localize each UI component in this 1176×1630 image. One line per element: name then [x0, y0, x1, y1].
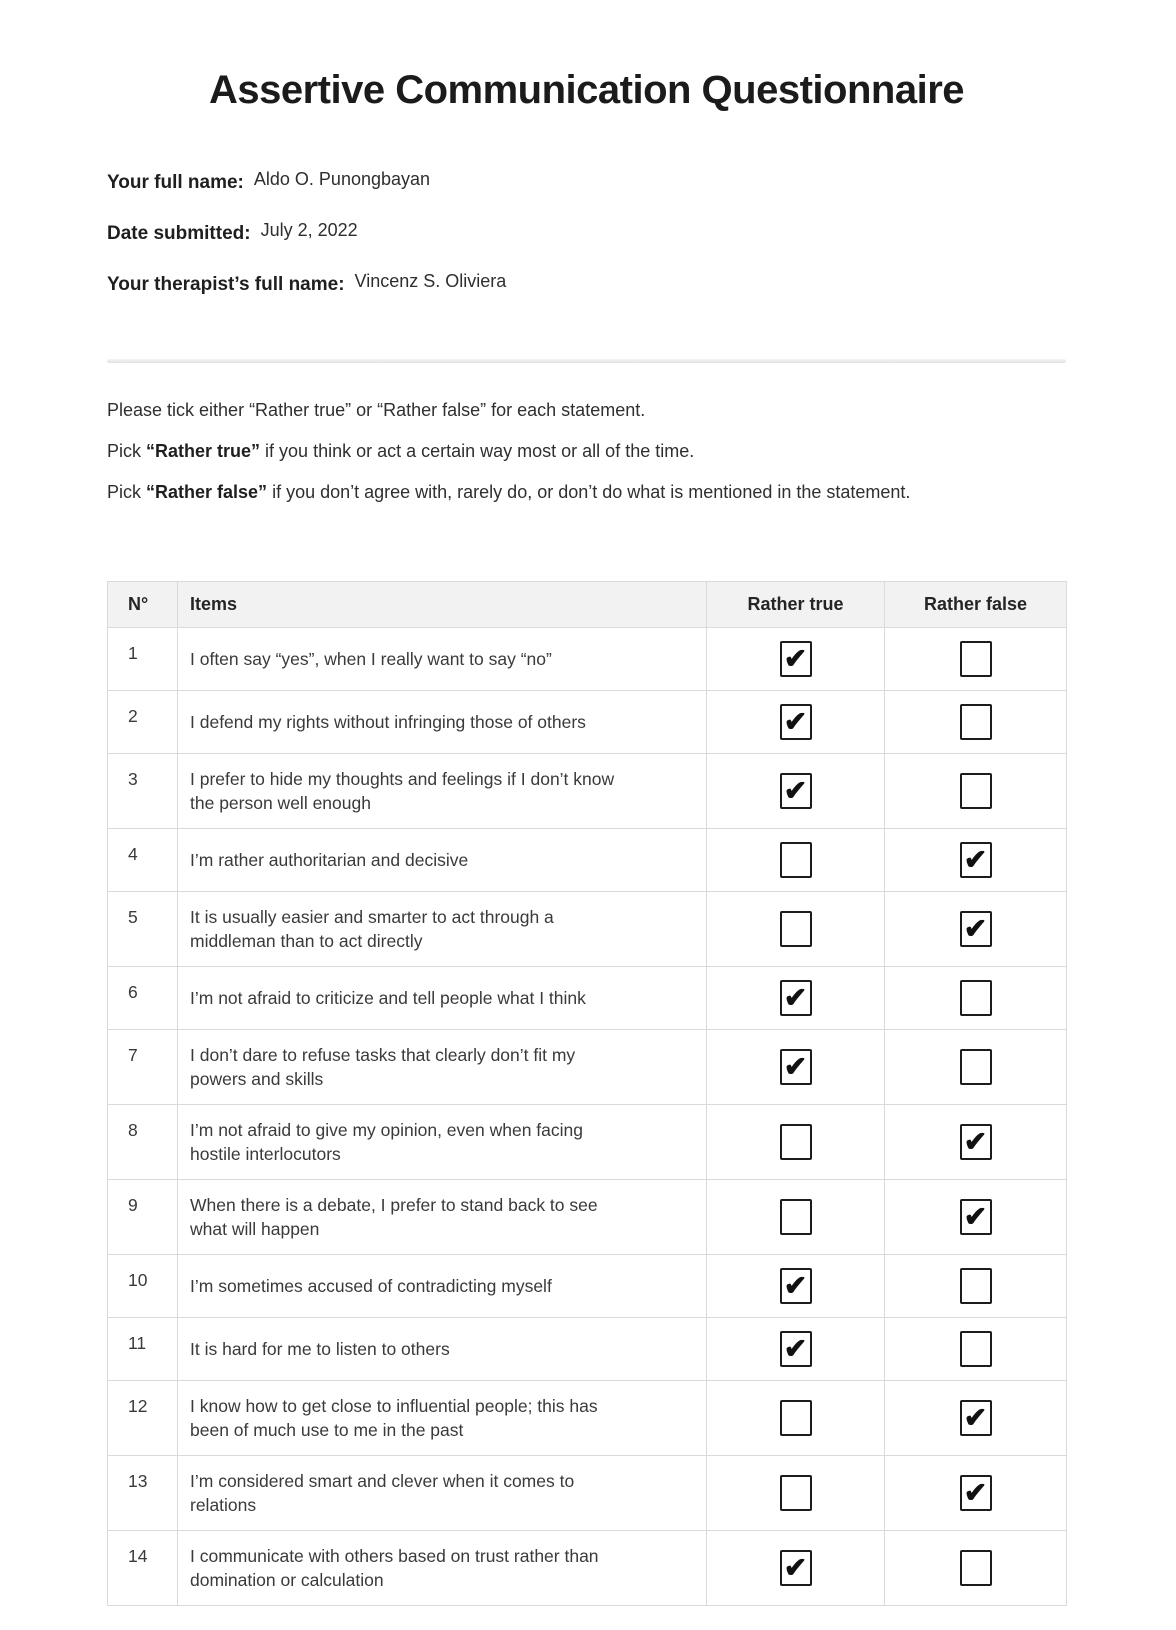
instructions-section — [107, 397, 1066, 505]
rather-true-checkbox[interactable]: ✔ — [780, 641, 812, 677]
rather-true-checkbox[interactable]: ✔ — [780, 773, 812, 809]
row-item-text: I prefer to hide my thoughts and feelings if I don’t know the person well enough — [190, 769, 615, 813]
row-item-text: I communicate with others based on trust rather than domination or calculation — [190, 1546, 599, 1590]
rather-false-checkbox[interactable]: ✔ — [960, 1124, 992, 1160]
rather-true-checkbox[interactable] — [780, 1400, 812, 1436]
table-row — [108, 1456, 1067, 1531]
row-item-cell — [178, 1531, 707, 1606]
questionnaire-table — [107, 581, 1067, 1606]
rather-false-checkbox[interactable] — [960, 980, 992, 1016]
rather-false-cell — [885, 754, 1067, 829]
row-item-cell — [178, 754, 707, 829]
row-number: 14 — [108, 1531, 178, 1606]
questionnaire-page — [0, 68, 1176, 1630]
rather-false-checkbox[interactable] — [960, 1550, 992, 1586]
header-items: Items — [178, 582, 707, 628]
instruction-line-2: Pick “Rather true” if you think or act a certain way most or all of the time. — [107, 441, 695, 461]
table-row — [108, 967, 1067, 1030]
row-number: 13 — [108, 1456, 178, 1531]
row-item-text: When there is a debate, I prefer to stand back to see what will happen — [190, 1195, 598, 1239]
date-submitted-label: Date submitted: — [107, 223, 251, 244]
header-rather-false: Rather false — [885, 582, 1067, 628]
page-title: Assertive Communication Questionnaire — [208, 68, 964, 112]
rather-true-checkbox[interactable]: ✔ — [780, 1331, 812, 1367]
rather-true-checkbox[interactable] — [780, 1124, 812, 1160]
row-item-text: I often say “yes”, when I really want to say “no” — [190, 649, 552, 669]
rather-true-checkbox[interactable] — [780, 842, 812, 878]
rather-false-cell — [885, 1105, 1067, 1180]
row-item-text: I’m rather authoritarian and decisive — [190, 850, 469, 870]
rather-true-checkbox[interactable]: ✔ — [780, 1550, 812, 1586]
rather-false-cell — [885, 1456, 1067, 1531]
rather-false-cell — [885, 829, 1067, 892]
rather-true-cell — [707, 628, 885, 691]
row-item-text: It is usually easier and smarter to act through a middleman than to act directly — [190, 907, 554, 951]
row-item-text: I’m considered smart and clever when it comes to relations — [190, 1471, 575, 1515]
rather-false-cell — [885, 628, 1067, 691]
rather-false-checkbox[interactable]: ✔ — [960, 1199, 992, 1235]
row-item-cell — [178, 892, 707, 967]
row-number: 4 — [108, 829, 178, 892]
rather-false-cell — [885, 1318, 1067, 1381]
rather-true-checkbox[interactable] — [780, 911, 812, 947]
row-item-text: I’m not afraid to criticize and tell people what I think — [190, 988, 586, 1008]
rather-false-checkbox[interactable]: ✔ — [960, 1400, 992, 1436]
table-row — [108, 1180, 1067, 1255]
rather-false-checkbox[interactable]: ✔ — [960, 1475, 992, 1511]
therapist-name-row — [107, 273, 1066, 297]
rather-false-cell — [885, 1180, 1067, 1255]
rather-true-cell — [707, 1180, 885, 1255]
rather-true-checkbox[interactable] — [780, 1199, 812, 1235]
row-item-cell — [178, 1105, 707, 1180]
rather-false-checkbox[interactable]: ✔ — [960, 842, 992, 878]
row-number: 12 — [108, 1381, 178, 1456]
instruction-line-1: Please tick either “Rather true” or “Rather false” for each statement. — [107, 400, 646, 420]
rather-true-checkbox[interactable]: ✔ — [780, 980, 812, 1016]
row-item-cell — [178, 691, 707, 754]
rather-false-checkbox[interactable]: ✔ — [960, 911, 992, 947]
row-item-cell — [178, 1381, 707, 1456]
rather-true-checkbox[interactable] — [780, 1475, 812, 1511]
table-row — [108, 691, 1067, 754]
rather-false-cell — [885, 1381, 1067, 1456]
full-name-label: Your full name: — [107, 172, 244, 193]
table-row — [108, 829, 1067, 892]
rather-false-cell — [885, 691, 1067, 754]
rather-true-cell — [707, 1456, 885, 1531]
section-divider — [107, 359, 1066, 363]
row-item-text: I’m sometimes accused of contradicting myself — [190, 1276, 552, 1296]
rather-true-cell — [707, 1381, 885, 1456]
rather-false-checkbox[interactable] — [960, 773, 992, 809]
table-row — [108, 1318, 1067, 1381]
date-submitted-row — [107, 222, 1066, 246]
row-item-cell — [178, 628, 707, 691]
header-rather-true: Rather true — [707, 582, 885, 628]
row-number: 8 — [108, 1105, 178, 1180]
row-item-text: I don’t dare to refuse tasks that clearly don’t fit my powers and skills — [190, 1045, 576, 1089]
rather-false-cell — [885, 1030, 1067, 1105]
table-row — [108, 1531, 1067, 1606]
row-number: 10 — [108, 1255, 178, 1318]
rather-true-cell — [707, 1531, 885, 1606]
therapist-name-label: Your therapist’s full name: — [107, 274, 345, 295]
table-row — [108, 754, 1067, 829]
table-row — [108, 1255, 1067, 1318]
table-row — [108, 1105, 1067, 1180]
row-item-cell — [178, 829, 707, 892]
rather-false-checkbox[interactable] — [960, 1049, 992, 1085]
rather-true-checkbox[interactable]: ✔ — [780, 1049, 812, 1085]
date-submitted-value[interactable]: July 2, 2022 — [260, 220, 358, 240]
instruction-line-3: Pick “Rather false” if you don’t agree with, rarely do, or don’t do what is mentioned in the statement. — [107, 482, 911, 502]
rather-false-cell — [885, 1531, 1067, 1606]
table-row — [108, 628, 1067, 691]
row-number: 7 — [108, 1030, 178, 1105]
rather-false-checkbox[interactable] — [960, 1268, 992, 1304]
table-header-row — [108, 582, 1067, 628]
row-item-cell — [178, 967, 707, 1030]
rather-true-cell — [707, 754, 885, 829]
therapist-name-value[interactable]: Vincenz S. Oliviera — [354, 271, 507, 291]
table-row — [108, 892, 1067, 967]
rather-false-cell — [885, 967, 1067, 1030]
rather-true-cell — [707, 892, 885, 967]
row-number: 6 — [108, 967, 178, 1030]
row-number: 2 — [108, 691, 178, 754]
full-name-value[interactable]: Aldo O. Punongbayan — [253, 169, 431, 189]
rather-true-cell — [707, 1255, 885, 1318]
row-number: 3 — [108, 754, 178, 829]
rather-false-checkbox[interactable] — [960, 704, 992, 740]
row-number: 5 — [108, 892, 178, 967]
rather-false-cell — [885, 1255, 1067, 1318]
row-item-text: I defend my rights without infringing those of others — [190, 712, 586, 732]
table-row — [108, 1381, 1067, 1456]
table-row — [108, 1030, 1067, 1105]
full-name-row — [107, 171, 1066, 195]
row-item-cell — [178, 1180, 707, 1255]
rather-false-checkbox[interactable] — [960, 641, 992, 677]
row-item-cell — [178, 1456, 707, 1531]
patient-info-section — [107, 171, 1066, 297]
rather-true-cell — [707, 691, 885, 754]
rather-true-cell — [707, 1105, 885, 1180]
rather-true-checkbox[interactable]: ✔ — [780, 1268, 812, 1304]
row-item-text: It is hard for me to listen to others — [190, 1339, 450, 1359]
row-number: 11 — [108, 1318, 178, 1381]
rather-true-cell — [707, 829, 885, 892]
row-number: 1 — [108, 628, 178, 691]
row-item-cell — [178, 1030, 707, 1105]
rather-true-cell — [707, 967, 885, 1030]
header-number: N° — [108, 582, 178, 628]
row-item-cell — [178, 1318, 707, 1381]
rather-false-cell — [885, 892, 1067, 967]
rather-true-cell — [707, 1318, 885, 1381]
row-number: 9 — [108, 1180, 178, 1255]
row-item-cell — [178, 1255, 707, 1318]
row-item-text: I’m not afraid to give my opinion, even when facing hostile interlocutors — [190, 1120, 583, 1164]
rather-true-checkbox[interactable]: ✔ — [780, 704, 812, 740]
row-item-text: I know how to get close to influential people; this has been of much use to me in the past — [190, 1396, 598, 1440]
rather-false-checkbox[interactable] — [960, 1331, 992, 1367]
rather-true-cell — [707, 1030, 885, 1105]
